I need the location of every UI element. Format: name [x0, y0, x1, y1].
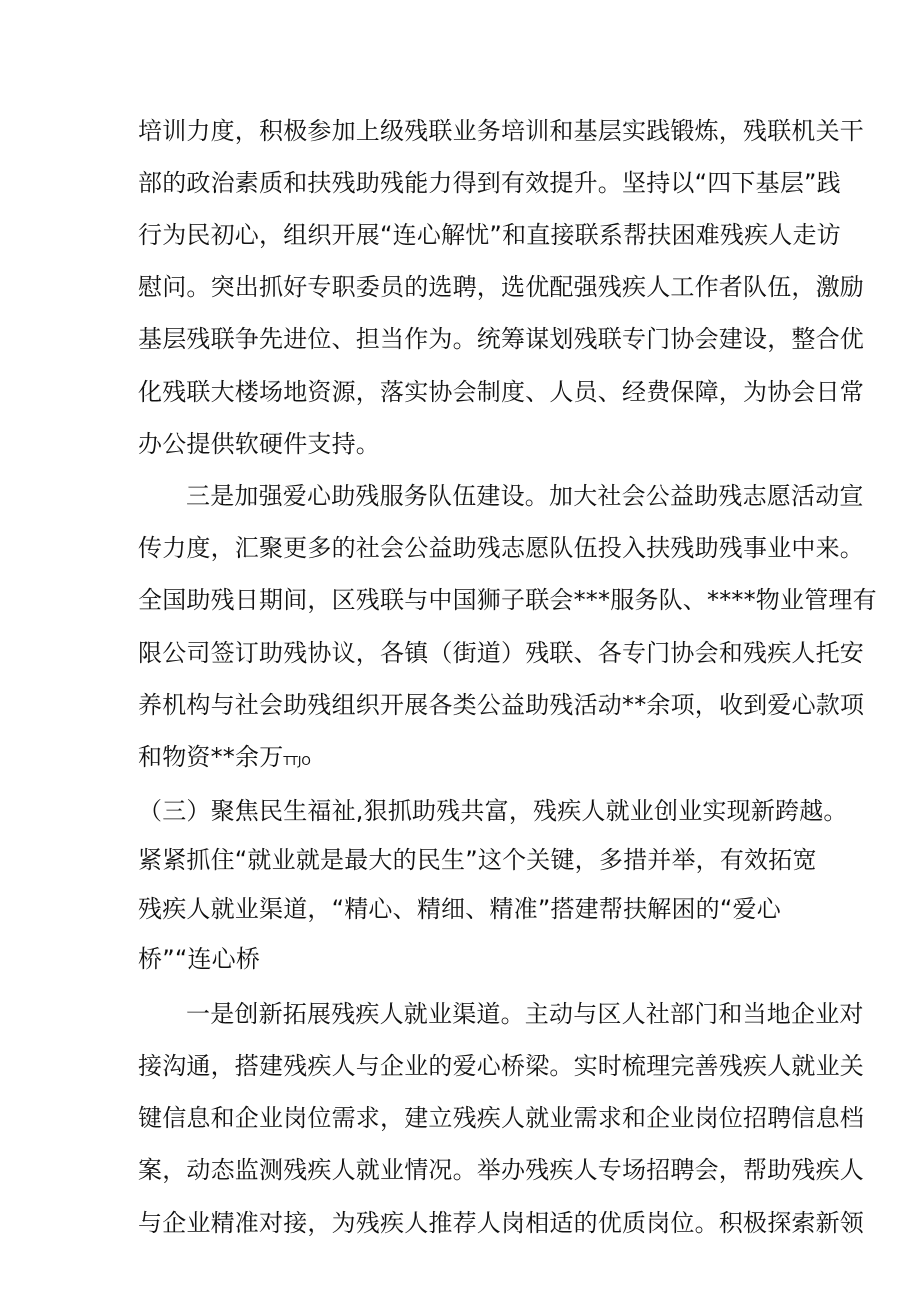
text-fragment: 和物资**余万	[138, 743, 284, 771]
text-line: 一是创新拓展残疾人就业渠道。主动与区人社部门和当地企业对	[186, 1000, 864, 1028]
section-heading-line: （三）聚焦民生福祉,狠抓助残共富，残疾人就业创业实现新跨越。	[138, 797, 848, 825]
text-line: 案，动态监测残疾人就业情况。举办残疾人专场招聘会，帮助残疾人	[138, 1156, 864, 1184]
text-line: 基层残联争先进位、担当作为。统筹谋划残联专门协会建设，整合优	[138, 325, 864, 353]
text-line: 化残联大楼场地资源，落实协会制度、人员、经费保障，为协会日常	[138, 378, 864, 406]
text-line	[138, 742, 311, 776]
text-line: 接沟通，搭建残疾人与企业的爱心桥梁。实时梳理完善残疾人就业关	[138, 1052, 864, 1080]
text-line: 培训力度，积极参加上级残联业务培训和基层实践锻炼，残联机关干	[138, 117, 864, 145]
text-line: 紧紧抓住“就业就是最大的民生”这个关键，多措并举，有效拓宽	[138, 846, 817, 874]
text-line: 行为民初心，组织开展“连心解忧”和直接联系帮扶困难残疾人走访	[138, 221, 841, 249]
text-line: 部的政治素质和扶残助残能力得到有效提升。坚持以“四下基层”践	[138, 169, 841, 197]
text-line: 养机构与社会助残组织开展各类公益助残活动**余项，收到爱心款项	[138, 691, 865, 719]
text-line: 桥”“连心桥	[138, 945, 261, 973]
text-line: 键信息和企业岗位需求，建立残疾人就业需求和企业岗位招聘信息档	[138, 1104, 864, 1132]
text-line: 传力度，汇聚更多的社会公益助残志愿队伍投入扶残助残事业中来。	[138, 534, 864, 562]
text-line: 三是加强爱心助残服务队伍建设。加大社会公益助残志愿活动宣	[186, 482, 864, 510]
text-line: 慰问。突出抓好专职委员的选聘，选优配强残疾人工作者队伍，激励	[138, 273, 864, 301]
text-line: 全国助残日期间，区残联与中国狮子联会***服务队、****物业管理有	[138, 586, 877, 614]
text-line: 限公司签订助残协议，各镇（街道）残联、各专门协会和残疾人托安	[138, 639, 864, 667]
text-line: 与企业精准对接，为残疾人推荐人岗相适的优质岗位。积极探索新领	[138, 1209, 864, 1237]
text-line: 残疾人就业渠道，“精心、精细、精准”搭建帮扶解困的“爱心	[138, 895, 781, 923]
text-line: 办公提供软硬件支持。	[138, 430, 380, 458]
text-fragment-small: TTJO	[283, 754, 311, 768]
